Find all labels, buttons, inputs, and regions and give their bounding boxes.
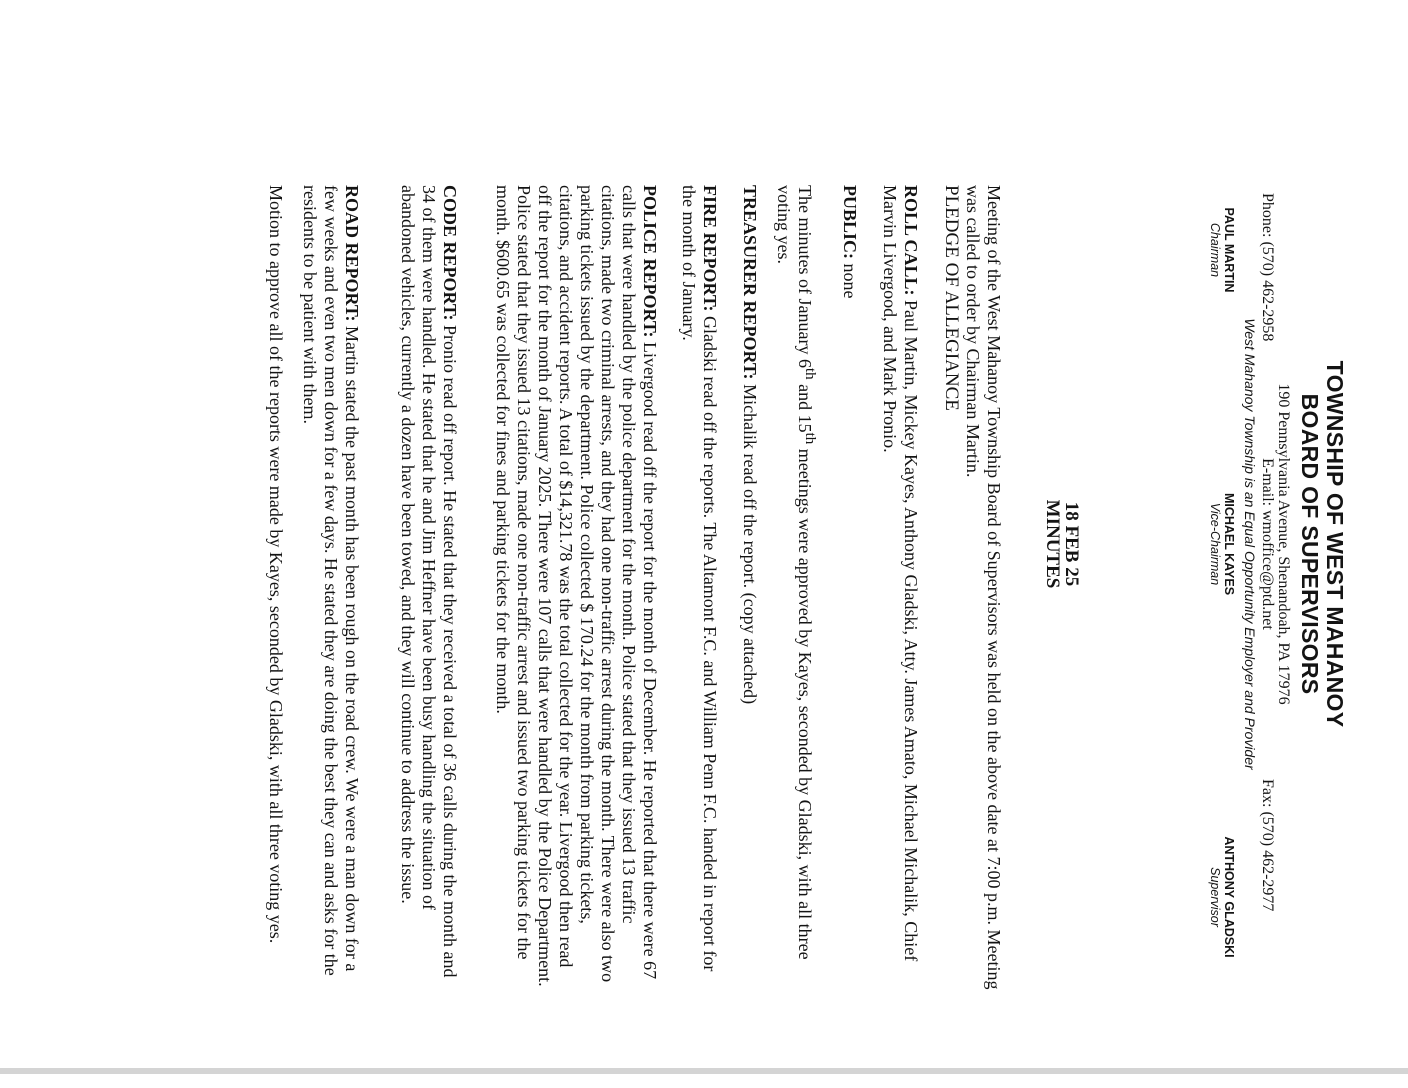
officer-vice-chairman: [1208, 479, 1236, 609]
road-section: [299, 185, 362, 991]
officer-name: MICHAEL KAYES: [1222, 492, 1236, 596]
fire-text: Gladski read off the reports. The Altamont F.C. and William Penn F.C. handed in report for the month of January.: [679, 185, 720, 972]
roll-call-section: [879, 185, 921, 991]
address-line: 190 Pennsylvania Avenue, Shenandoah, PA 17976: [1275, 383, 1292, 705]
meeting-date: 18 FEB 25: [1061, 501, 1082, 587]
scan-edge-divider: [0, 1068, 1408, 1074]
code-text: Pronio read off report. He stated that they received a total of 36 calls during the month and 34 of them were handled. He stated that he and Jim Heffner have been busy handling the situation of abandoned vehicles, currently a dozen have been towed, and they will continue to address the issue.: [398, 185, 460, 978]
officer-chairman: [1208, 185, 1236, 315]
treasurer-section: [739, 185, 760, 991]
minutes-approval-section: [773, 185, 820, 991]
officer-name: PAUL MARTIN: [1222, 207, 1236, 293]
public-section: [839, 185, 860, 991]
road-label: ROAD REPORT:: [342, 185, 362, 322]
motion-section: [265, 185, 286, 991]
pledge-of-allegiance: PLEDGE OF ALLEGIANCE: [941, 185, 962, 411]
equal-opportunity-tagline: West Mahanoy Township is an Equal Opportunity Employer and Provider: [1242, 318, 1258, 770]
officer-supervisor: [1208, 822, 1236, 972]
code-label: CODE REPORT:: [440, 185, 460, 321]
treasurer-label: TREASURER REPORT:: [740, 185, 760, 380]
ordinal-suffix: th: [802, 432, 818, 445]
intro-paragraph: [962, 185, 1004, 991]
phone-number: Phone: (570) 462-2958: [1259, 193, 1276, 342]
public-label: PUBLIC:: [840, 185, 860, 260]
officer-role: Vice-Chairman: [1208, 502, 1222, 586]
fire-label: FIRE REPORT:: [700, 185, 720, 312]
minutes-approval-pre: The minutes of January 6: [795, 185, 815, 368]
code-section: [397, 185, 460, 991]
ordinal-suffix: th: [802, 367, 818, 380]
police-section: [492, 185, 660, 991]
minutes-heading: MINUTES: [1042, 499, 1063, 589]
minutes-approval-mid: and 15: [795, 379, 815, 433]
police-text: Livergood read off the report for the month of December. He reported that there were 67 calls that were handled by the police department for the month. Police stated that they issued 13 traffic citations, made two criminal arrests, and they had one non-traffic arrest during the month. There were also two parking tickets issued by the department. Police collected $ 170.24 for the month from parking tickets, citations, and accident reports. A total of $14,321.78 was the total collected for the year. Livergood then read off the report for the month of January 2025. There were 107 calls that were handled by the Police Department. Police stated that they issued 13 citations, made one non-traffic arrest and issued two parking tickets for the month. $600.65 was collected for fines and parking tickets for the month.: [493, 185, 660, 987]
public-text: none: [840, 263, 860, 299]
roll-call-text: Paul Martin, Mickey Kayes, Anthony Gladski, Atty. James Amato, Michael Michalik, Chief Marvin Livergood, and Mark Pronio.: [880, 185, 921, 962]
treasurer-text: Michalik read off the report. (copy attached): [740, 384, 760, 705]
officer-name: ANTHONY GLADSKI: [1222, 836, 1236, 958]
road-text: Martin stated the past month has been rough on the road crew. We were a man down for a few weeks and even two men down for a few days. He stated they are doing the best they can and asks for the residents to be patient with them.: [300, 185, 362, 976]
fire-section: [678, 185, 720, 991]
fax-number: Fax: (570) 462-2977: [1259, 779, 1276, 912]
minutes-approval-post: meetings were approved by Kayes, seconded by Gladski, with all three voting yes.: [774, 185, 815, 960]
officer-role: Supervisor: [1208, 867, 1222, 927]
motion-text: Motion to approve all of the reports were made by Kayes, seconded by Gladski, with all three voting yes.: [266, 185, 286, 944]
township-title: TOWNSHIP OF WEST MAHANOY: [1322, 360, 1348, 728]
roll-call-label: ROLL CALL:: [901, 185, 921, 296]
board-title: BOARD OF SUPERVISORS: [1297, 393, 1323, 695]
email-address: E-mail: wmoffice@ptd.net: [1259, 458, 1276, 630]
officer-role: Chairman: [1208, 222, 1222, 278]
police-label: POLICE REPORT:: [640, 185, 660, 338]
intro-text: Meeting of the West Mahanoy Township Board of Supervisors was held on the above date at 7:00 p.m. Meeting was called to order by Chairman Martin.: [963, 185, 1004, 990]
